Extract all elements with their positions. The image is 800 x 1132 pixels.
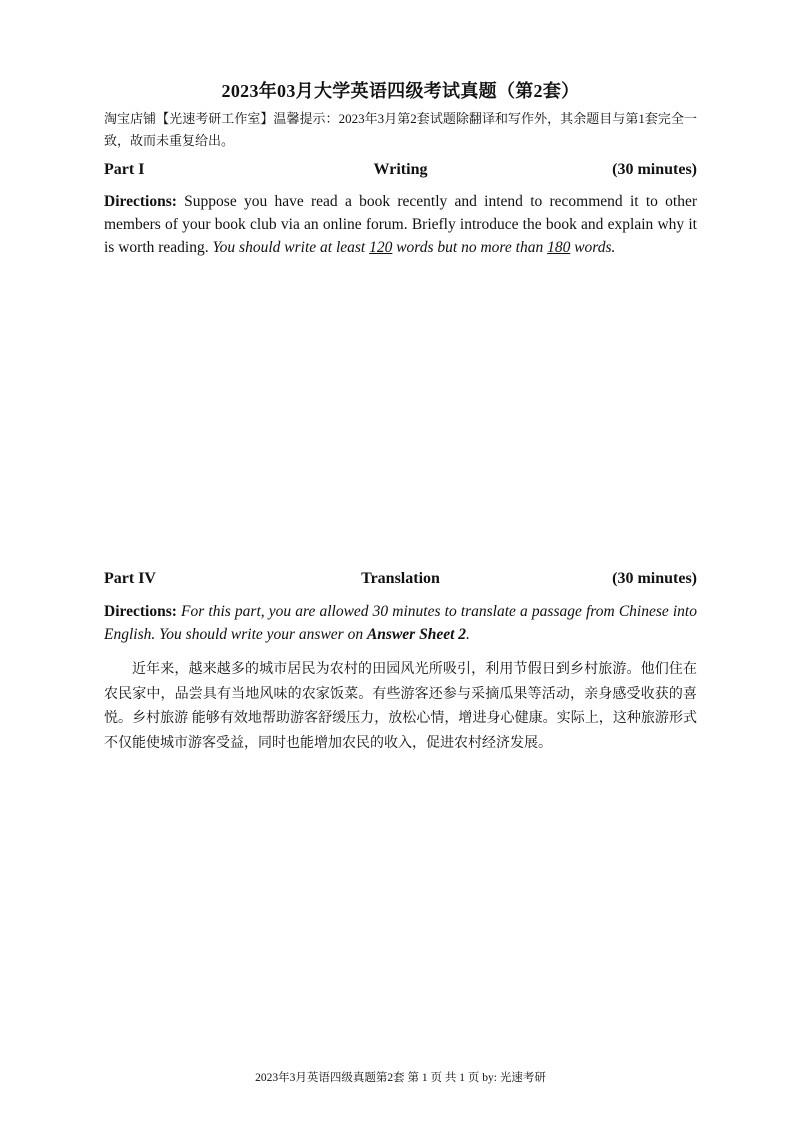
min-word-count: 120 — [369, 239, 393, 256]
part-4-directions — [104, 600, 697, 646]
part-1-directions — [104, 190, 697, 259]
part-1-directions-text: Suppose you have read a book recently and intend to recommend it to other members of your book club via an online forum. Briefly introduce the book and explain why it is worth reading. — [104, 193, 697, 256]
part-1-name: Writing — [373, 161, 428, 178]
part-1-header — [104, 161, 697, 183]
max-word-count: 180 — [547, 239, 571, 256]
part-1-instruction-b: words but no more than — [392, 239, 548, 256]
store-notice: 淘宝店铺【光速考研工作室】温馨提示：2023年3月第2套试题除翻译和写作外，其余题目与第1套完全一致，故而未重复给出。 — [104, 111, 697, 148]
translation-passage: 近年来，越来越多的城市居民为农村的田园风光所吸引，利用节假日到乡村旅游。他们住在农民家中，品尝具有当地风味的农家饭菜。有些游客还参与采摘瓜果等活动，亲身感受收获的喜悦。乡村旅游 能够有效地帮助游客舒缓压力，放松心情，增进身心健康。实际上，这种旅游形式不仅能使城市游客受益，同时也能增加农民的收入，促进农村经济发展。 — [104, 662, 697, 751]
answer-sheet-ref: Answer Sheet 2 — [366, 626, 467, 643]
part-1-instruction-a: You should write at least — [212, 239, 370, 256]
part-4-label: Part IV — [104, 570, 156, 587]
part-4-directions-period: . — [466, 626, 470, 643]
part-4-directions-label: Directions: — [104, 603, 177, 620]
part-4-name: Translation — [361, 570, 440, 587]
part-4-header — [104, 570, 697, 592]
page-title: 2023年03月大学英语四级考试真题（第2套） — [221, 81, 580, 101]
part-1-time: (30 minutes) — [612, 161, 697, 178]
part-4-directions-text: For this part, you are allowed 30 minutes to translate a passage from Chinese into English. You should write your answer on — [104, 603, 697, 643]
exam-page — [104, 0, 697, 1132]
part-4-time: (30 minutes) — [612, 570, 697, 587]
part-1-instruction-c: words. — [570, 239, 616, 256]
part-1-directions-label: Directions: — [104, 193, 177, 210]
part-1-label: Part I — [104, 161, 145, 178]
page-footer: 2023年3月英语四级真题第2套 第 1 页 共 1 页 by: 光速考研 — [255, 1072, 546, 1084]
